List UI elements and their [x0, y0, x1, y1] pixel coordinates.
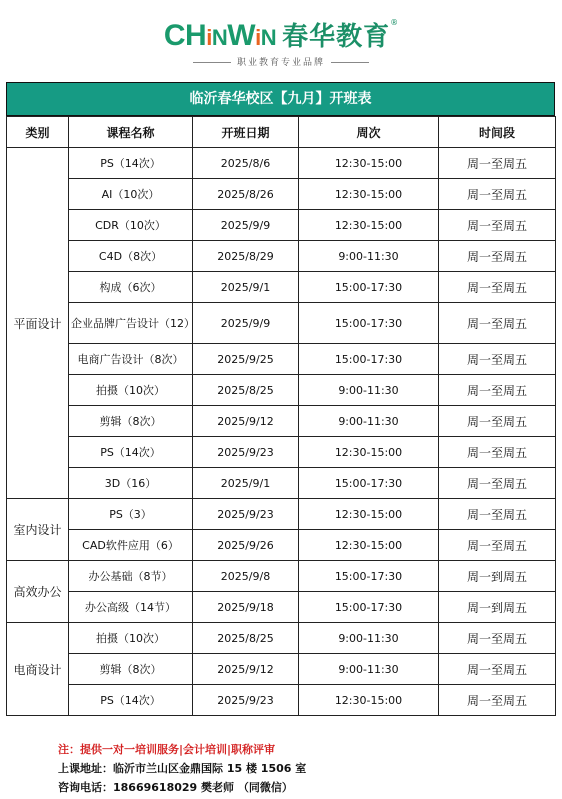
course-cell: 拍摄（10次）: [69, 375, 193, 406]
category-cell: 平面设计: [7, 148, 69, 499]
time-cell: 15:00-17:30: [299, 468, 439, 499]
weekdays-cell: 周一至周五: [439, 685, 556, 716]
table-row: [7, 272, 556, 303]
schedule-body: [7, 148, 556, 716]
time-cell: 15:00-17:30: [299, 303, 439, 344]
time-cell: 9:00-11:30: [299, 241, 439, 272]
start-date-cell: 2025/9/12: [193, 654, 299, 685]
weekdays-cell: 周一至周五: [439, 468, 556, 499]
weekdays-cell: 周一至周五: [439, 272, 556, 303]
table-row: [7, 148, 556, 179]
course-cell: 拍摄（10次）: [69, 623, 193, 654]
contact-phone: 咨询电话：18669618029 樊老师 （同微信）: [58, 781, 293, 794]
weekdays-cell: 周一至周五: [439, 148, 556, 179]
header-category: 类别: [7, 117, 69, 148]
brand-slogan: 职业教育专业品牌: [0, 55, 562, 68]
table-row: [7, 592, 556, 623]
start-date-cell: 2025/8/26: [193, 179, 299, 210]
course-cell: 3D（16）: [69, 468, 193, 499]
time-cell: 15:00-17:30: [299, 561, 439, 592]
schedule-table: [6, 116, 556, 716]
time-cell: 9:00-11:30: [299, 375, 439, 406]
start-date-cell: 2025/9/12: [193, 406, 299, 437]
table-row: [7, 561, 556, 592]
table-row: [7, 530, 556, 561]
table-row: [7, 303, 556, 344]
course-cell: 企业品牌广告设计（12）: [69, 303, 193, 344]
weekdays-cell: 周一到周五: [439, 592, 556, 623]
category-cell: 高效办公: [7, 561, 69, 623]
table-row: [7, 623, 556, 654]
header-course: 课程名称: [69, 117, 193, 148]
table-header-row: [7, 117, 556, 148]
course-cell: 电商广告设计（8次）: [69, 344, 193, 375]
start-date-cell: 2025/9/25: [193, 344, 299, 375]
course-cell: 办公高级（14节）: [69, 592, 193, 623]
table-row: [7, 406, 556, 437]
course-cell: AI（10次）: [69, 179, 193, 210]
time-cell: 9:00-11:30: [299, 654, 439, 685]
weekdays-cell: 周一至周五: [439, 303, 556, 344]
start-date-cell: 2025/8/6: [193, 148, 299, 179]
weekdays-cell: 周一至周五: [439, 344, 556, 375]
table-row: [7, 344, 556, 375]
weekdays-cell: 周一至周五: [439, 654, 556, 685]
start-date-cell: 2025/9/1: [193, 272, 299, 303]
course-cell: CAD软件应用（6）: [69, 530, 193, 561]
weekdays-cell: 周一至周五: [439, 241, 556, 272]
course-cell: 剪辑（8次）: [69, 406, 193, 437]
weekdays-cell: 周一至周五: [439, 437, 556, 468]
table-row: [7, 499, 556, 530]
time-cell: 12:30-15:00: [299, 210, 439, 241]
start-date-cell: 2025/8/25: [193, 623, 299, 654]
weekdays-cell: 周一至周五: [439, 406, 556, 437]
start-date-cell: 2025/9/1: [193, 468, 299, 499]
course-cell: 构成（6次）: [69, 272, 193, 303]
table-row: [7, 179, 556, 210]
course-cell: PS（14次）: [69, 685, 193, 716]
table-row: [7, 210, 556, 241]
header-time: 周次: [299, 117, 439, 148]
time-cell: 15:00-17:30: [299, 272, 439, 303]
time-cell: 12:30-15:00: [299, 179, 439, 210]
time-cell: 9:00-11:30: [299, 623, 439, 654]
time-cell: 12:30-15:00: [299, 148, 439, 179]
service-note: 注：提供一对一培训服务|会计培训|职称评审: [58, 743, 276, 756]
header-weekdays: 时间段: [439, 117, 556, 148]
course-cell: CDR（10次）: [69, 210, 193, 241]
start-date-cell: 2025/9/23: [193, 685, 299, 716]
weekdays-cell: 周一至周五: [439, 623, 556, 654]
time-cell: 12:30-15:00: [299, 499, 439, 530]
category-cell: 室内设计: [7, 499, 69, 561]
table-row: [7, 685, 556, 716]
course-cell: PS（3）: [69, 499, 193, 530]
category-cell: 电商设计: [7, 623, 69, 716]
schedule-title: 临沂春华校区【九月】开班表: [6, 82, 555, 116]
time-cell: 15:00-17:30: [299, 344, 439, 375]
table-row: [7, 375, 556, 406]
course-cell: PS（14次）: [69, 148, 193, 179]
time-cell: 12:30-15:00: [299, 437, 439, 468]
course-cell: PS（14次）: [69, 437, 193, 468]
start-date-cell: 2025/9/26: [193, 530, 299, 561]
weekdays-cell: 周一至周五: [439, 530, 556, 561]
brand-wordmark: CHiNWiN: [163, 19, 277, 52]
header-start-date: 开班日期: [193, 117, 299, 148]
course-cell: C4D（8次）: [69, 241, 193, 272]
registered-mark: ®: [390, 18, 399, 27]
time-cell: 12:30-15:00: [299, 530, 439, 561]
start-date-cell: 2025/9/18: [193, 592, 299, 623]
course-cell: 剪辑（8次）: [69, 654, 193, 685]
table-row: [7, 654, 556, 685]
time-cell: 15:00-17:30: [299, 592, 439, 623]
start-date-cell: 2025/8/25: [193, 375, 299, 406]
weekdays-cell: 周一至周五: [439, 375, 556, 406]
start-date-cell: 2025/8/29: [193, 241, 299, 272]
table-row: [7, 437, 556, 468]
table-row: [7, 241, 556, 272]
start-date-cell: 2025/9/23: [193, 437, 299, 468]
start-date-cell: 2025/9/9: [193, 303, 299, 344]
weekdays-cell: 周一到周五: [439, 561, 556, 592]
time-cell: 12:30-15:00: [299, 685, 439, 716]
start-date-cell: 2025/9/8: [193, 561, 299, 592]
table-row: [7, 468, 556, 499]
start-date-cell: 2025/9/9: [193, 210, 299, 241]
start-date-cell: 2025/9/23: [193, 499, 299, 530]
brand-name-cn: 春华教育: [282, 22, 391, 52]
class-address: 上课地址：临沂市兰山区金鼎国际 15 楼 1506 室: [58, 762, 307, 775]
weekdays-cell: 周一至周五: [439, 210, 556, 241]
weekdays-cell: 周一至周五: [439, 499, 556, 530]
weekdays-cell: 周一至周五: [439, 179, 556, 210]
course-cell: 办公基础（8节）: [69, 561, 193, 592]
time-cell: 9:00-11:30: [299, 406, 439, 437]
brand-logo: [0, 20, 562, 60]
